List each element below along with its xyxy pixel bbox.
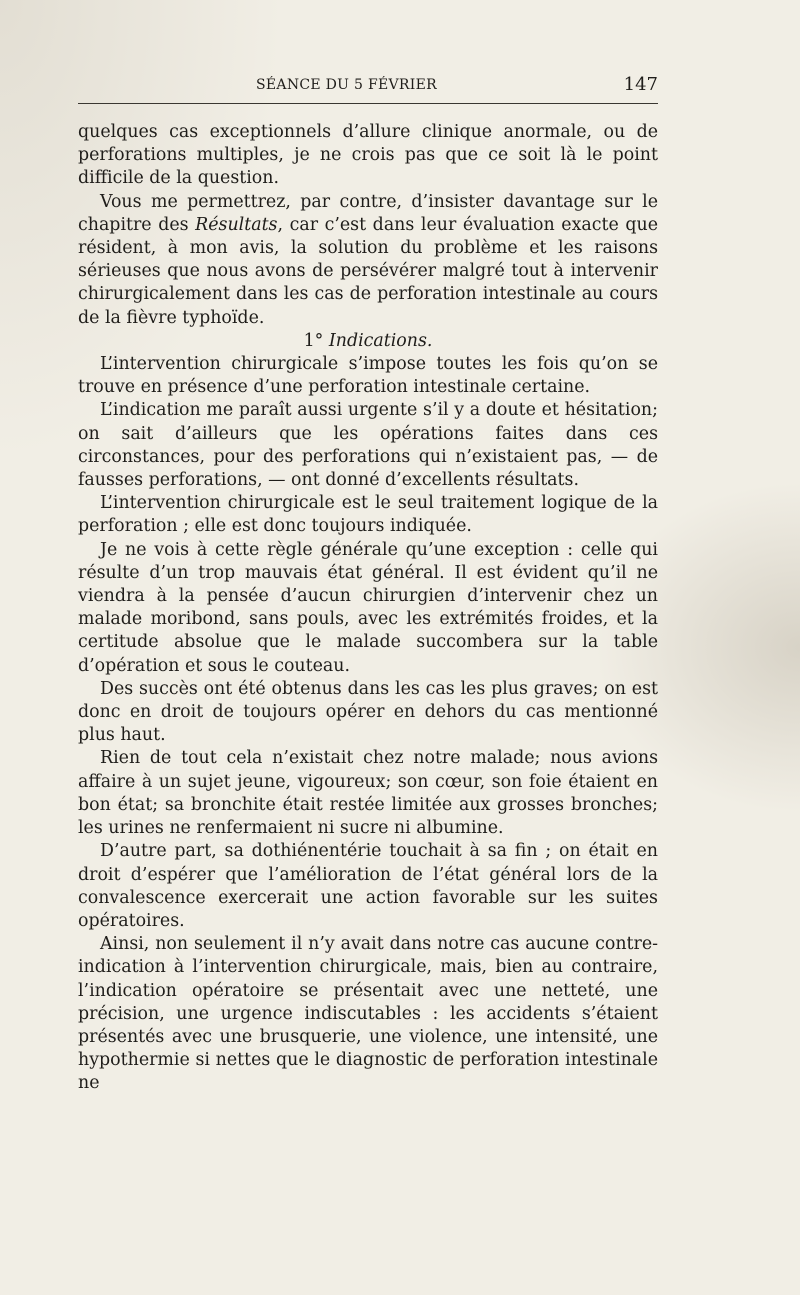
paragraph-2-text-start: Vous me permettrez, par contre, d’insister davantage sur le chapitre des xyxy=(78,191,658,235)
section-heading-label: Indications. xyxy=(328,330,433,351)
section-heading-number: 1° xyxy=(303,330,324,351)
paragraph-5: L’intervention chirurgicale est le seul traitement logique de la perforation ; elle est donc toujours indiquée. xyxy=(78,493,658,537)
paragraph-9: D’autre part, sa dothiénentérie touchait à sa fin ; on était en droit d’espérer que l’amélioration de l’état général lors de la convalescence exercerait une action favorable sur les suites opératoires. xyxy=(78,841,658,931)
page-number: 147 xyxy=(623,74,658,95)
resultats-italic: Résultats xyxy=(195,214,278,235)
header-rule xyxy=(78,103,658,104)
section-heading xyxy=(78,330,658,353)
running-title: SÉANCE DU 5 FÉVRIER xyxy=(256,77,437,93)
paragraph-4: L’indication me paraît aussi urgente s’il y a doute et hésitation; on sait d’ailleurs que les opérations faites dans ces circonstances, pour des perforations qui n’existaient pas, — de fausses perforations, — ont donné d’excellents résultats. xyxy=(78,400,658,491)
paragraph-6: Je ne vois à cette règle générale qu’une exception : celle qui résulte d’un trop mauvais état général. Il est évident qu’il ne viendra à la pensée d’aucun chirurgien d’intervenir chez un malade moribond, sans pouls, avec les extrémités froides, et la certitude absolue que le malade succombera sur la table d’opération et sous le couteau. xyxy=(78,539,658,676)
paragraph-3: L’intervention chirurgicale s’impose toutes les fois qu’on se trouve en présence d’une perforation intestinale certaine. xyxy=(78,354,658,398)
paragraph-7: Des succès ont été obtenus dans les cas les plus graves; on est donc en droit de toujours opérer en dehors du cas mentionné plus haut. xyxy=(78,678,658,746)
paragraph-10: Ainsi, non seulement il n’y avait dans notre cas aucune contre-indication à l’intervention chirurgicale, mais, bien au contraire, l’indication opératoire se présentait avec une netteté, une précision, une urgence indiscutables : les accidents s’étaient présentés avec une brusquerie, une violence, une intensité, une hypothermie si nettes que le diagnostic de perforation intestinale ne xyxy=(78,934,658,1094)
paragraph-8: Rien de tout cela n’existait chez notre malade; nous avions affaire à un sujet jeune, vigoureux; son cœur, son foie étaient en bon état; sa bronchite était restée limitée aux grosses bronches; les urines ne renfermaient ni sucre ni albumine. xyxy=(78,748,658,839)
paragraph-2-text-end: , car c’est dans leur évaluation exacte que résident, à mon avis, la solution du problème et les raisons sérieuses que nous avons de persévérer malgré tout à intervenir chirurgicalement dans les cas de perforation intestinale au cours de la fièvre typhoïde. xyxy=(78,214,658,328)
paragraph-2 xyxy=(78,191,658,330)
paragraph-1: quelques cas exceptionnels d’allure clinique anormale, ou de perforations multiples, je ne crois pas que ce soit là le point difficile de la question. xyxy=(78,122,658,189)
page-header xyxy=(78,74,658,98)
body-text xyxy=(78,121,658,1096)
